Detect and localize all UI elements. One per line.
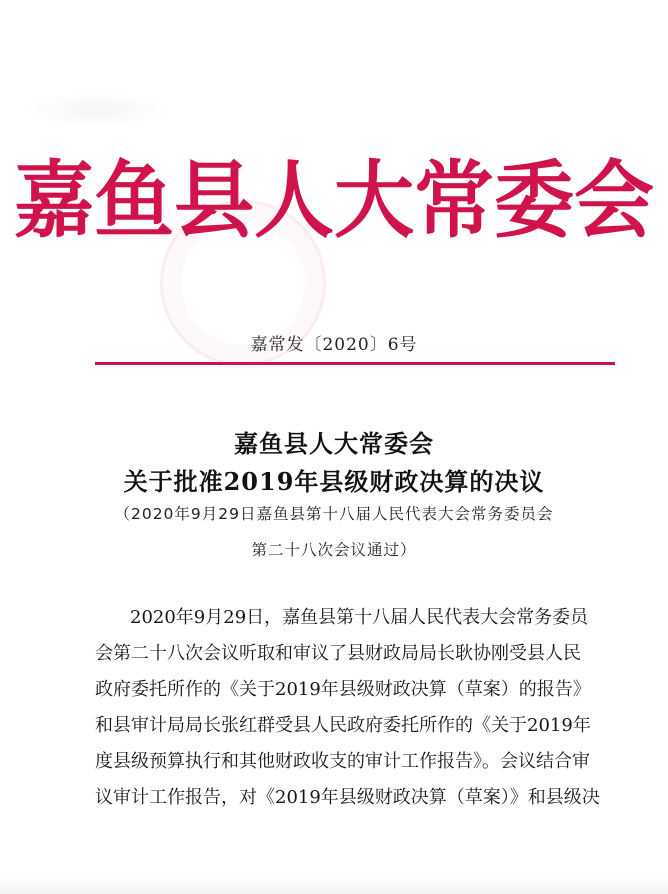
body-paragraph-line: 政府委托所作的《关于2019年县级财政决算（草案）的报告》 [95,679,591,700]
red-divider-line [95,362,615,365]
body-paragraph-line: 议审计工作报告，对《2019年县级财政决算（草案）》和县级决 [95,787,600,808]
page-bottom-edge [0,876,668,894]
body-paragraph-line: 2020年9月29日，嘉鱼县第十八届人民代表大会常务委员 [130,607,589,628]
document-subtitle-line-2: 第二十八次会议通过） [251,541,417,559]
body-paragraph-line: 度县级预算执行和其他财政收支的审计工作报告》。会议结合审 [95,751,590,772]
body-paragraph-line: 会第二十八次会议听取和审议了县财政局局长耿协刚受县人民 [95,643,581,664]
document-heading-line-1: 嘉鱼县人大常委会 [234,429,434,458]
organization-title: 嘉鱼县人大常委会 [14,150,654,250]
document-subtitle-line-1: （2020年9月29日嘉鱼县第十八届人民代表大会常务委员会 [114,505,554,523]
body-paragraph-line: 和县审计局局长张红群受县人民政府委托所作的《关于2019年 [95,715,591,736]
document-number: 嘉常发〔2020〕6号 [250,335,418,355]
scan-smudge [22,92,172,128]
document-heading-line-2: 关于批准2019年县级财政决算的决议 [123,467,545,496]
